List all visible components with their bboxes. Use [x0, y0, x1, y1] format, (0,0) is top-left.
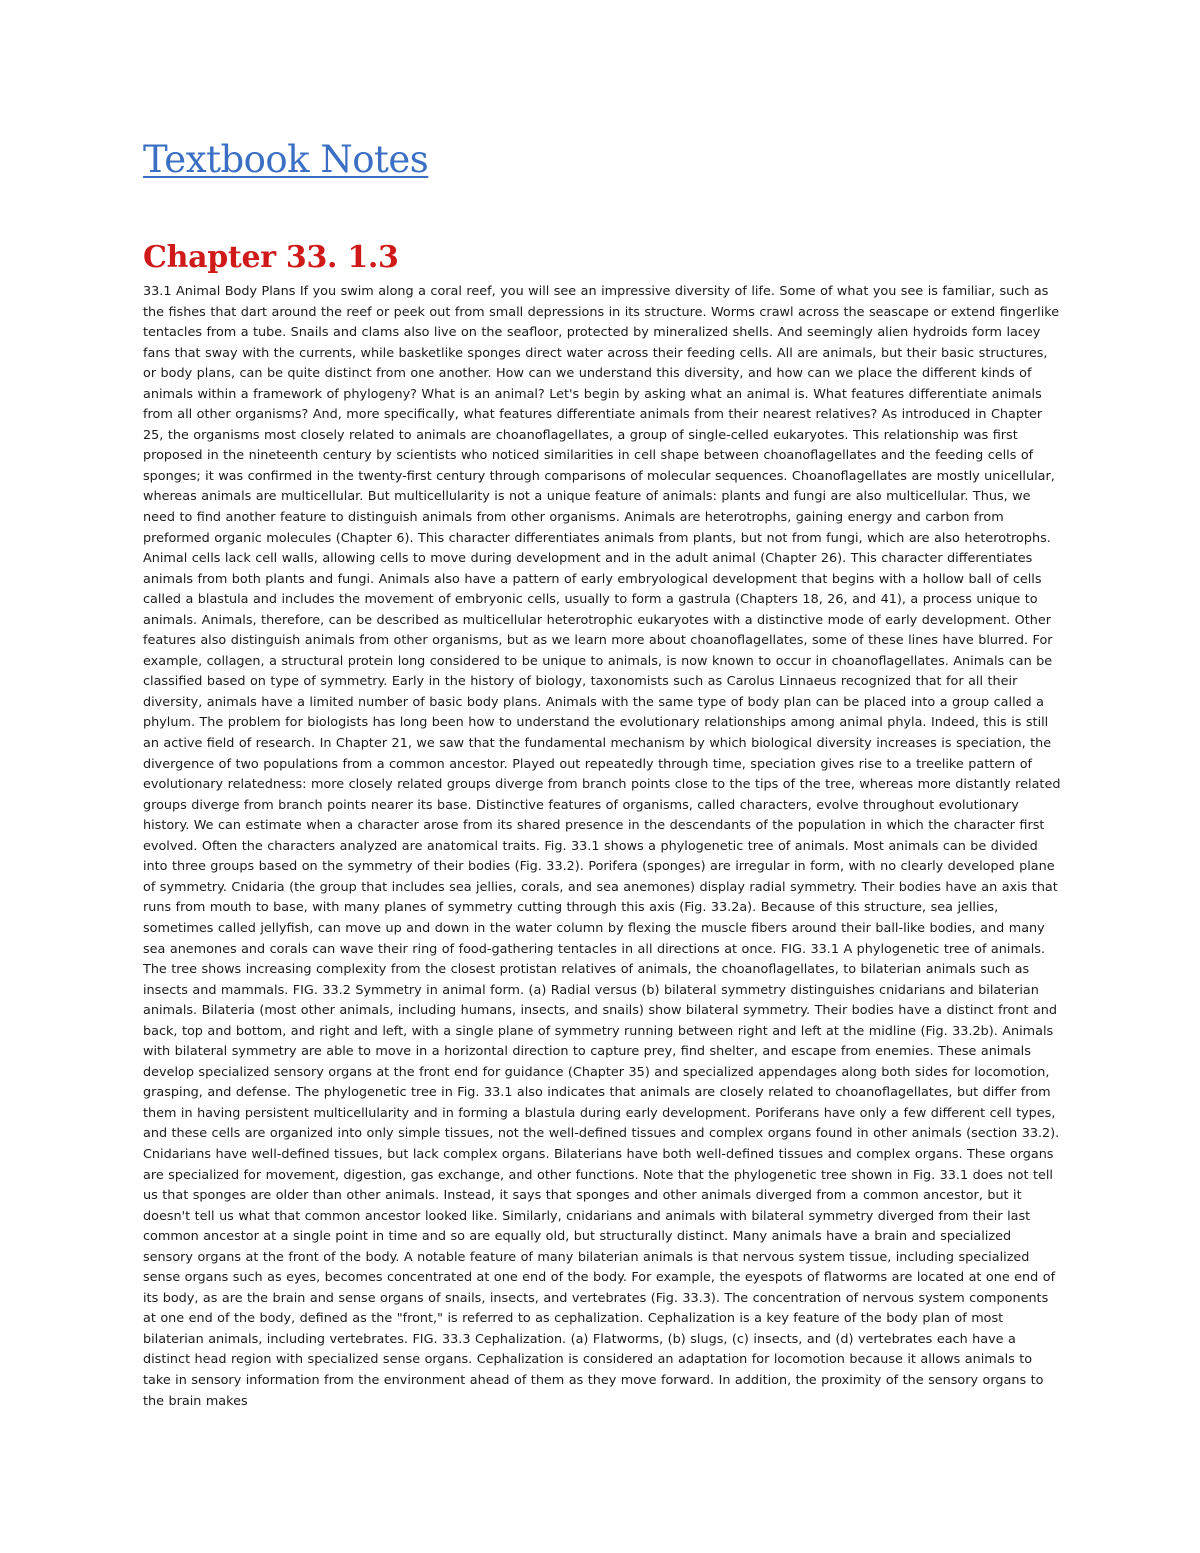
document-page	[143, 128, 1063, 1409]
chapter-heading: Chapter 33. 1.3	[143, 240, 399, 275]
body-paragraph: 33.1 Animal Body Plans If you swim along a coral reef, you will see an impressive diversity of life. Some of what you see is familiar, such as the fishes that dart around the reef or peek out from small depressions in its structure. Worms crawl across the seascape or extend fingerlike tentacles from a tube. Snails and clams also live on the seafloor, protected by mineralized shells. And seemingly alien hydroids form lacey fans that sway with the currents, while basketlike sponges direct water across their feeding cells. All are animals, but their basic structures, or body plans, can be quite distinct from one another. How can we understand this diversity, and how can we place the different kinds of animals within a framework of phylogeny? What is an animal? Let's begin by asking what an animal is. What features differentiate animals from all other organisms? And, more specifically, what features differentiate animals from their nearest relatives? As introduced in Chapter 25, the organisms most closely related to animals are choanoflagellates, a group of single-celled eukaryotes. This relationship was first proposed in the nineteenth century by scientists who noticed similarities in cell shape between choanoflagellates and the feeding cells of sponges; it was confirmed in the twenty-first century through comparisons of molecular sequences. Choanoflagellates are mostly unicellular, whereas animals are multicellular. But multicellularity is not a unique feature of animals: plants and fungi are also multicellular. Thus, we need to find another feature to distinguish animals from other organisms. Animals are heterotrophs, gaining energy and carbon from preformed organic molecules (Chapter 6). This character differentiates animals from plants, but not from fungi, which are also heterotrophs. Animal cells lack cell walls, allowing cells to move during development and in the adult animal (Chapter 26). This character differentiates animals from both plants and fungi. Animals also have a pattern of early embryological development that begins with a hollow ball of cells called a blastula and includes the movement of embryonic cells, usually to form a gastrula (Chapters 18, 26, and 41), a process unique to animals. Animals, therefore, can be described as multicellular heterotrophic eukaryotes with a distinctive mode of early development. Other features also distinguish animals from other organisms, but as we learn more about choanoflagellates, some of these lines have blurred. For example, collagen, a structural protein long considered to be unique to animals, is now known to occur in choanoflagellates. Animals can be classified based on type of symmetry. Early in the history of biology, taxonomists such as Carolus Linnaeus recognized that for all their diversity, animals have a limited number of basic body plans. Animals with the same type of body plan can be placed into a group called a phylum. The problem for biologists has long been how to understand the evolutionary relationships among animal phyla. Indeed, this is still an active field of research. In Chapter 21, we saw that the fundamental mechanism by which biological diversity increases is speciation, the divergence of two populations from a common ancestor. Played out repeatedly through time, speciation gives rise to a treelike pattern of evolutionary relatedness: more closely related groups diverge from branch points close to the tips of the tree, whereas more distantly related groups diverge from branch points nearer its base. Distinctive features of organisms, called characters, evolve throughout evolutionary history. We can estimate when a character arose from its shared presence in the descendants of the population in which the character first evolved. Often the characters analyzed are anatomical traits. Fig. 33.1 shows a phylogenetic tree of animals. Most animals can be divided into three groups based on the symmetry of their bodies (Fig. 33.2). Porifera (sponges) are irregular in form, with no clearly developed plane of symmetry. Cnidaria (the group that includes sea jellies, corals, and sea anemones) display radial symmetry. Their bodies have an axis that runs from mouth to base, with many planes of symmetry cutting through this axis (Fig. 33.2a). Because of this structure, sea jellies, sometimes called jellyfish, can move up and down in the water column by flexing the muscle fibers around their ball-like bodies, and many sea anemones and corals can wave their ring of food-gathering tentacles in all directions at once. FIG. 33.1 A phylogenetic tree of animals. The tree shows increasing complexity from the closest protistan relatives of animals, the choanoflagellates, to bilaterian animals such as insects and mammals. FIG. 33.2 Symmetry in animal form. (a) Radial versus (b) bilateral symmetry distinguishes cnidarians and bilaterian animals. Bilateria (most other animals, including humans, insects, and snails) show bilateral symmetry. Their bodies have a distinct front and back, top and bottom, and right and left, with a single plane of symmetry running between right and left at the midline (Fig. 33.2b). Animals with bilateral symmetry are able to move in a horizontal direction to capture prey, find shelter, and escape from enemies. These animals develop specialized sensory organs at the front end for guidance (Chapter 35) and specialized appendages along both sides for locomotion, grasping, and defense. The phylogenetic tree in Fig. 33.1 also indicates that animals are closely related to choanoflagellates, but differ from them in having persistent multicellularity and in forming a blastula during early development. Poriferans have only a few different cell types, and these cells are organized into only simple tissues, not the well-defined tissues and complex organs found in other animals (section 33.2). Cnidarians have well-defined tissues, but lack complex organs. Bilaterians have both well-defined tissues and complex organs. These organs are specialized for movement, digestion, gas exchange, and other functions. Note that the phylogenetic tree shown in Fig. 33.1 does not tell us that sponges are older than other animals. Instead, it says that sponges and other animals diverged from a common ancestor, but it doesn't tell us what that common ancestor looked like. Similarly, cnidarians and animals with bilateral symmetry diverged from their last common ancestor at a single point in time and so are equally old, but structurally distinct. Many animals have a brain and specialized sensory organs at the front of the body. A notable feature of many bilaterian animals is that nervous system tissue, including specialized sense organs such as eyes, becomes concentrated at one end of the body. For example, the eyespots of flatworms are located at one end of its body, as are the brain and sense organs of snails, insects, and vertebrates (Fig. 33.3). The concentration of nervous system components at one end of the body, defined as the "front," is referred to as cephalization. Cephalization is a key feature of the body plan of most bilaterian animals, including vertebrates. FIG. 33.3 Cephalization. (a) Flatworms, (b) slugs, (c) insects, and (d) vertebrates each have a distinct head region with specialized sense organs. Cephalization is considered an adaptation for locomotion because it allows animals to take in sensory information from the environment ahead of them as they move forward. In addition, the proximity of the sensory organs to the brain makes	[143, 284, 1061, 1409]
document-title: Textbook Notes	[143, 138, 429, 181]
